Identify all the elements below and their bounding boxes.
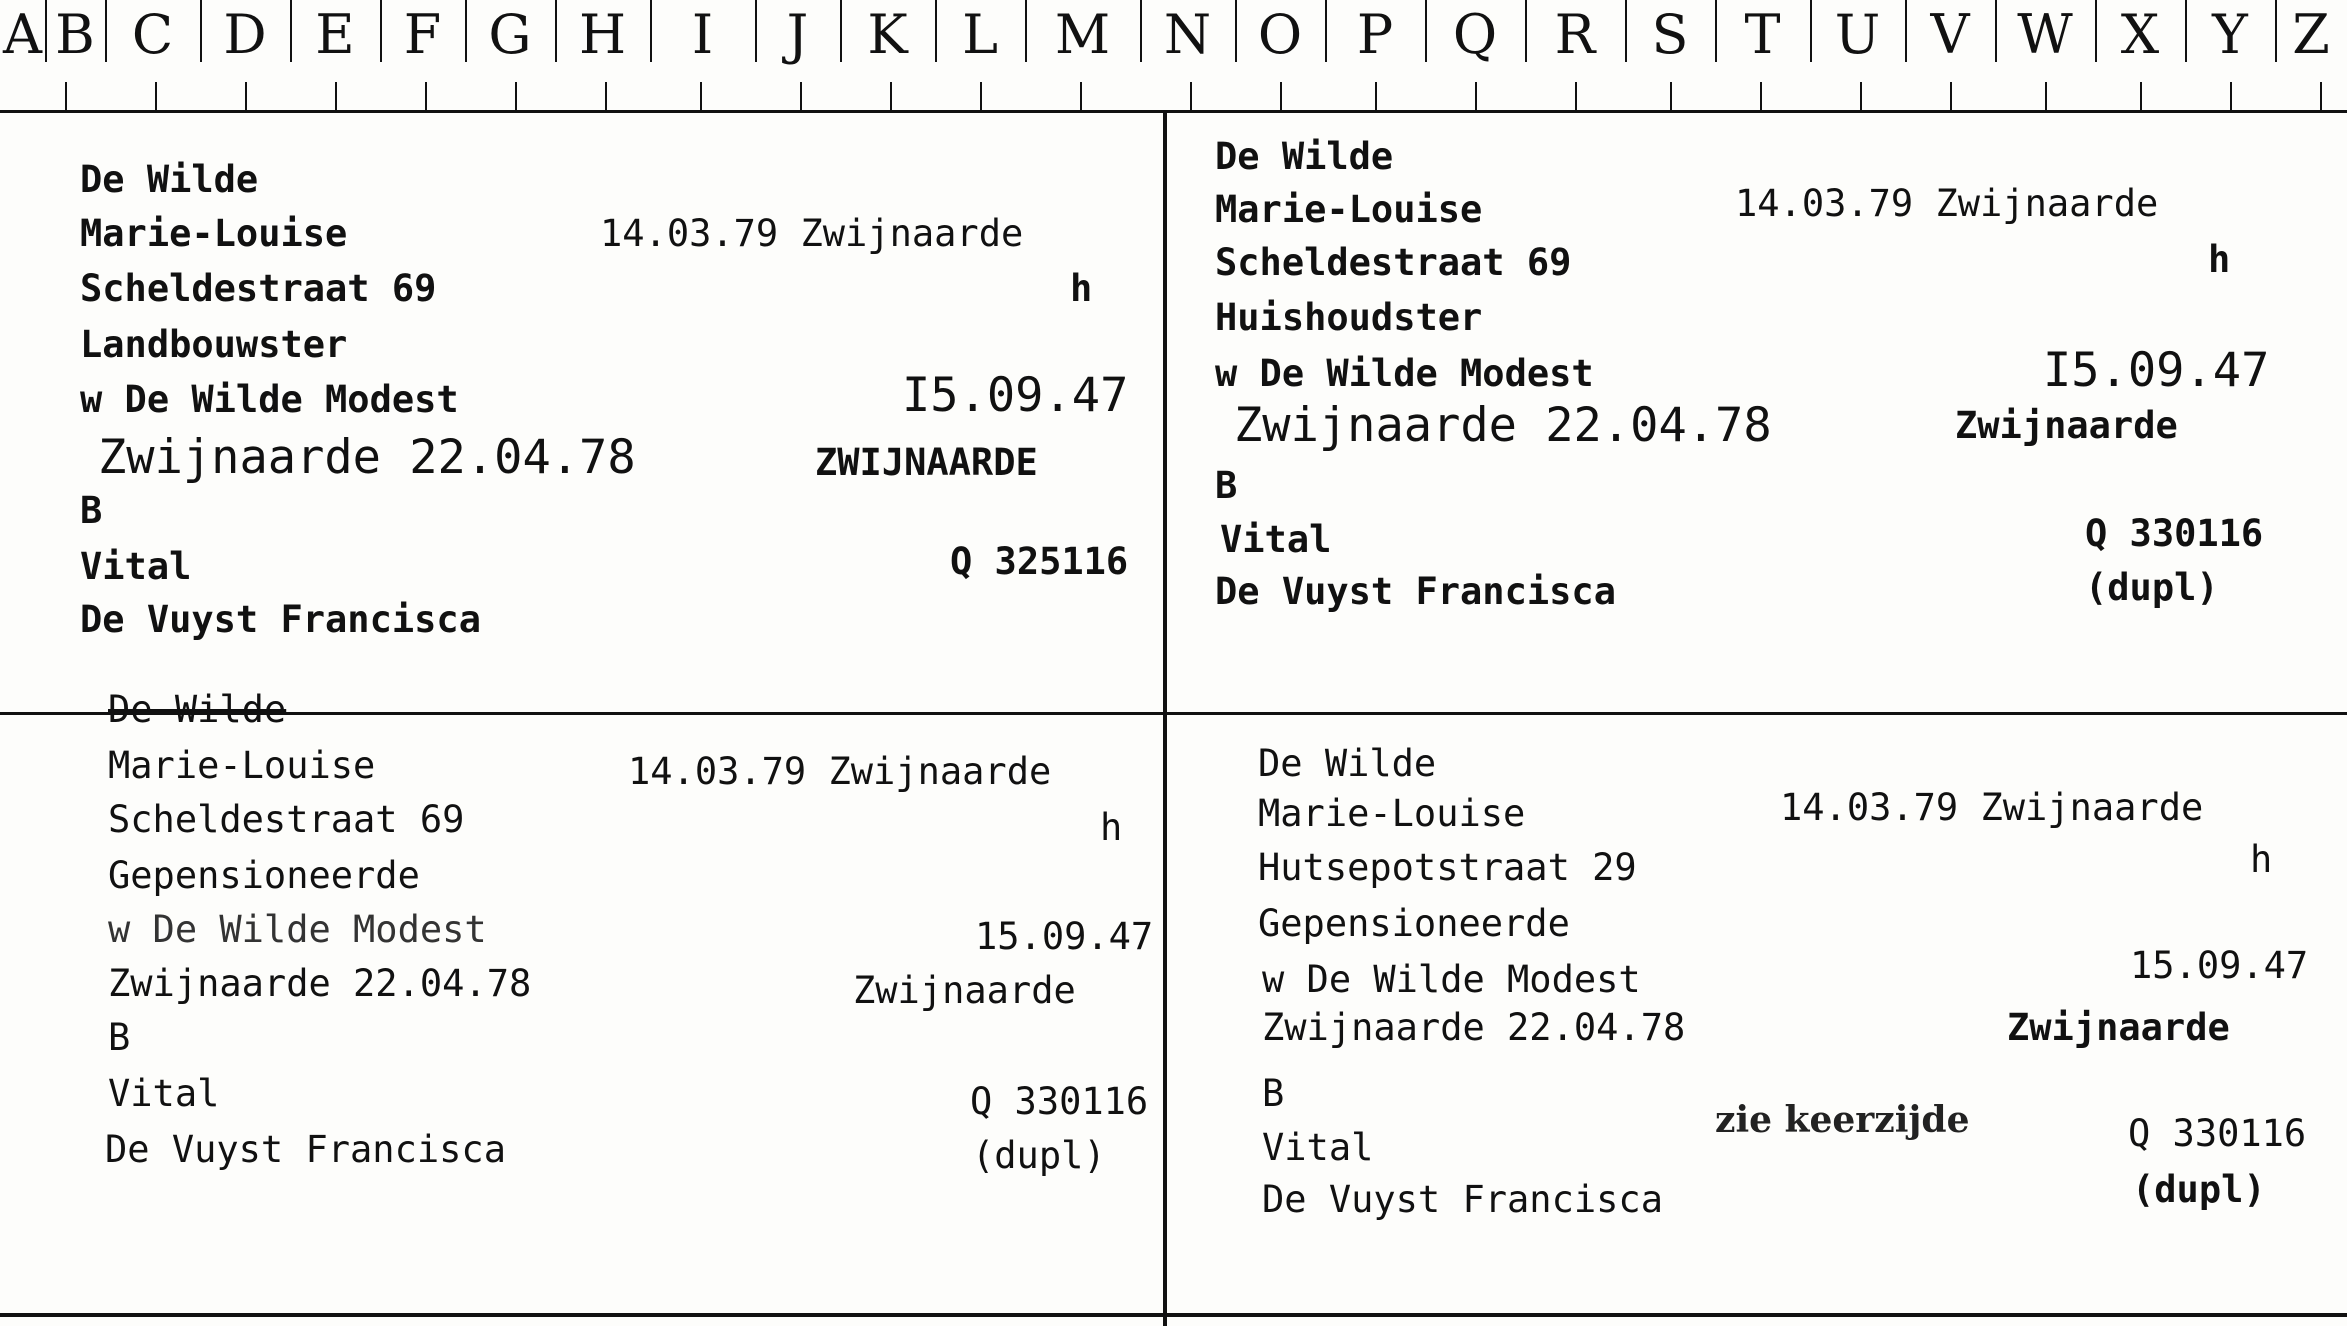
card-place: Zwijnaarde	[2007, 1006, 2230, 1049]
card-number: Q 330116	[2128, 1112, 2307, 1155]
card-code: B	[80, 489, 103, 532]
card-occupation: Landbouwster	[80, 323, 348, 366]
card-mother: De Vuyst Francisca	[1262, 1178, 1663, 1221]
card-code: B	[108, 1016, 131, 1059]
card-date: 15.09.47	[2130, 944, 2309, 987]
index-letter-b: B	[55, 3, 95, 66]
card-marriage: Zwijnaarde 22.04.78	[1234, 398, 1772, 453]
card-number: Q 330116	[970, 1080, 1149, 1123]
index-letter-x: X	[2120, 3, 2160, 66]
card-father: Vital	[1262, 1126, 1374, 1169]
card-date: I5.09.47	[2043, 343, 2270, 398]
index-letter-u: U	[1834, 3, 1881, 66]
index-letter-s: S	[1651, 3, 1689, 66]
card-spouse: w De Wilde Modest	[1215, 352, 1594, 395]
card-marriage: Zwijnaarde 22.04.78	[98, 430, 636, 485]
card-sex: h	[2250, 838, 2273, 881]
card-given-name: Marie-Louise	[108, 744, 376, 787]
card-surname: De Wilde	[1215, 135, 1394, 178]
index-letter-w: W	[2017, 3, 2073, 66]
card-occupation: Huishoudster	[1215, 296, 1483, 339]
card-sex: h	[1070, 267, 1093, 310]
index-letter-d: D	[223, 3, 267, 66]
index-letter-y: Y	[2212, 3, 2248, 66]
card-place: ZWIJNAARDE	[815, 441, 1038, 484]
card-birth: 14.03.79 Zwijnaarde	[628, 750, 1052, 793]
card-note-stamp: zie keerzijde	[1715, 1099, 1970, 1141]
card-marriage: Zwijnaarde 22.04.78	[1262, 1006, 1686, 1049]
index-letter-f: F	[403, 3, 442, 66]
card-father: Vital	[80, 545, 192, 588]
index-letter-l: L	[962, 3, 998, 66]
index-letter-p: P	[1356, 3, 1394, 66]
card-code: B	[1262, 1072, 1285, 1115]
card-father: Vital	[108, 1072, 220, 1115]
index-letter-q: Q	[1452, 3, 1498, 66]
card-divider-horizontal-right	[1165, 712, 2347, 715]
index-letter-h: H	[578, 3, 627, 66]
index-letter-m: M	[1054, 3, 1111, 66]
index-letter-k: K	[867, 3, 908, 66]
card-sex: h	[1100, 806, 1123, 849]
card-dupl: (dupl)	[2132, 1168, 2266, 1211]
card-occupation: Gepensioneerde	[108, 854, 420, 897]
card-occupation: Gepensioneerde	[1258, 902, 1570, 945]
index-letter-c: C	[131, 3, 174, 66]
card-mother: De Vuyst Francisca	[80, 598, 481, 641]
card-spouse: w De Wilde Modest	[80, 378, 459, 421]
card-birth: 14.03.79 Zwijnaarde	[1780, 786, 2204, 829]
card-surname: De Wilde	[108, 688, 287, 731]
card-father: Vital	[1220, 518, 1332, 561]
card-given-name: Marie-Louise	[1258, 792, 1526, 835]
index-letter-o: O	[1257, 3, 1303, 66]
card-date: I5.09.47	[902, 368, 1129, 423]
index-letter-n: N	[1163, 3, 1212, 66]
card-surname: De Wilde	[80, 158, 259, 201]
card-birth: 14.03.79 Zwijnaarde	[1735, 182, 2159, 225]
card-address: Hutsepotstraat 29	[1258, 846, 1637, 889]
card-dupl: (dupl)	[2085, 566, 2219, 609]
card-sex: h	[2208, 238, 2231, 281]
index-letter-v: V	[1930, 3, 1970, 66]
index-letter-a: A	[3, 3, 42, 66]
card-mother: De Vuyst Francisca	[1215, 570, 1616, 613]
card-birth: 14.03.79 Zwijnaarde	[600, 212, 1024, 255]
card-place: Zwijnaarde	[853, 969, 1076, 1012]
card-number: Q 325116	[950, 540, 1129, 583]
card-code: B	[1215, 464, 1238, 507]
card-divider-vertical	[1163, 110, 1167, 1326]
card-address: Scheldestraat 69	[80, 267, 437, 310]
index-letter-j: J	[786, 3, 809, 66]
card-given-name: Marie-Louise	[1215, 188, 1483, 231]
alphabet-index-strip	[0, 0, 2347, 113]
card-dupl: (dupl)	[972, 1134, 1106, 1177]
card-surname: De Wilde	[1258, 742, 1437, 785]
card-spouse: w De Wilde Modest	[1262, 958, 1641, 1001]
card-address: Scheldestraat 69	[1215, 241, 1572, 284]
card-address: Scheldestraat 69	[108, 798, 465, 841]
card-mother: De Vuyst Francisca	[105, 1128, 506, 1171]
card-number: Q 330116	[2085, 512, 2264, 555]
index-letter-r: R	[1554, 3, 1596, 66]
card-spouse: w De Wilde Modest	[108, 908, 487, 951]
card-place: Zwijnaarde	[1955, 404, 2178, 447]
index-letter-t: T	[1744, 3, 1781, 66]
index-letter-e: E	[315, 3, 355, 66]
card-marriage: Zwijnaarde 22.04.78	[108, 962, 532, 1005]
card-date: 15.09.47	[975, 915, 1154, 958]
card-divider-bottom	[0, 1313, 2347, 1317]
card-given-name: Marie-Louise	[80, 212, 348, 255]
index-letter-i: I	[691, 3, 714, 66]
index-letter-z: Z	[2292, 3, 2330, 66]
index-letter-g: G	[488, 3, 532, 66]
